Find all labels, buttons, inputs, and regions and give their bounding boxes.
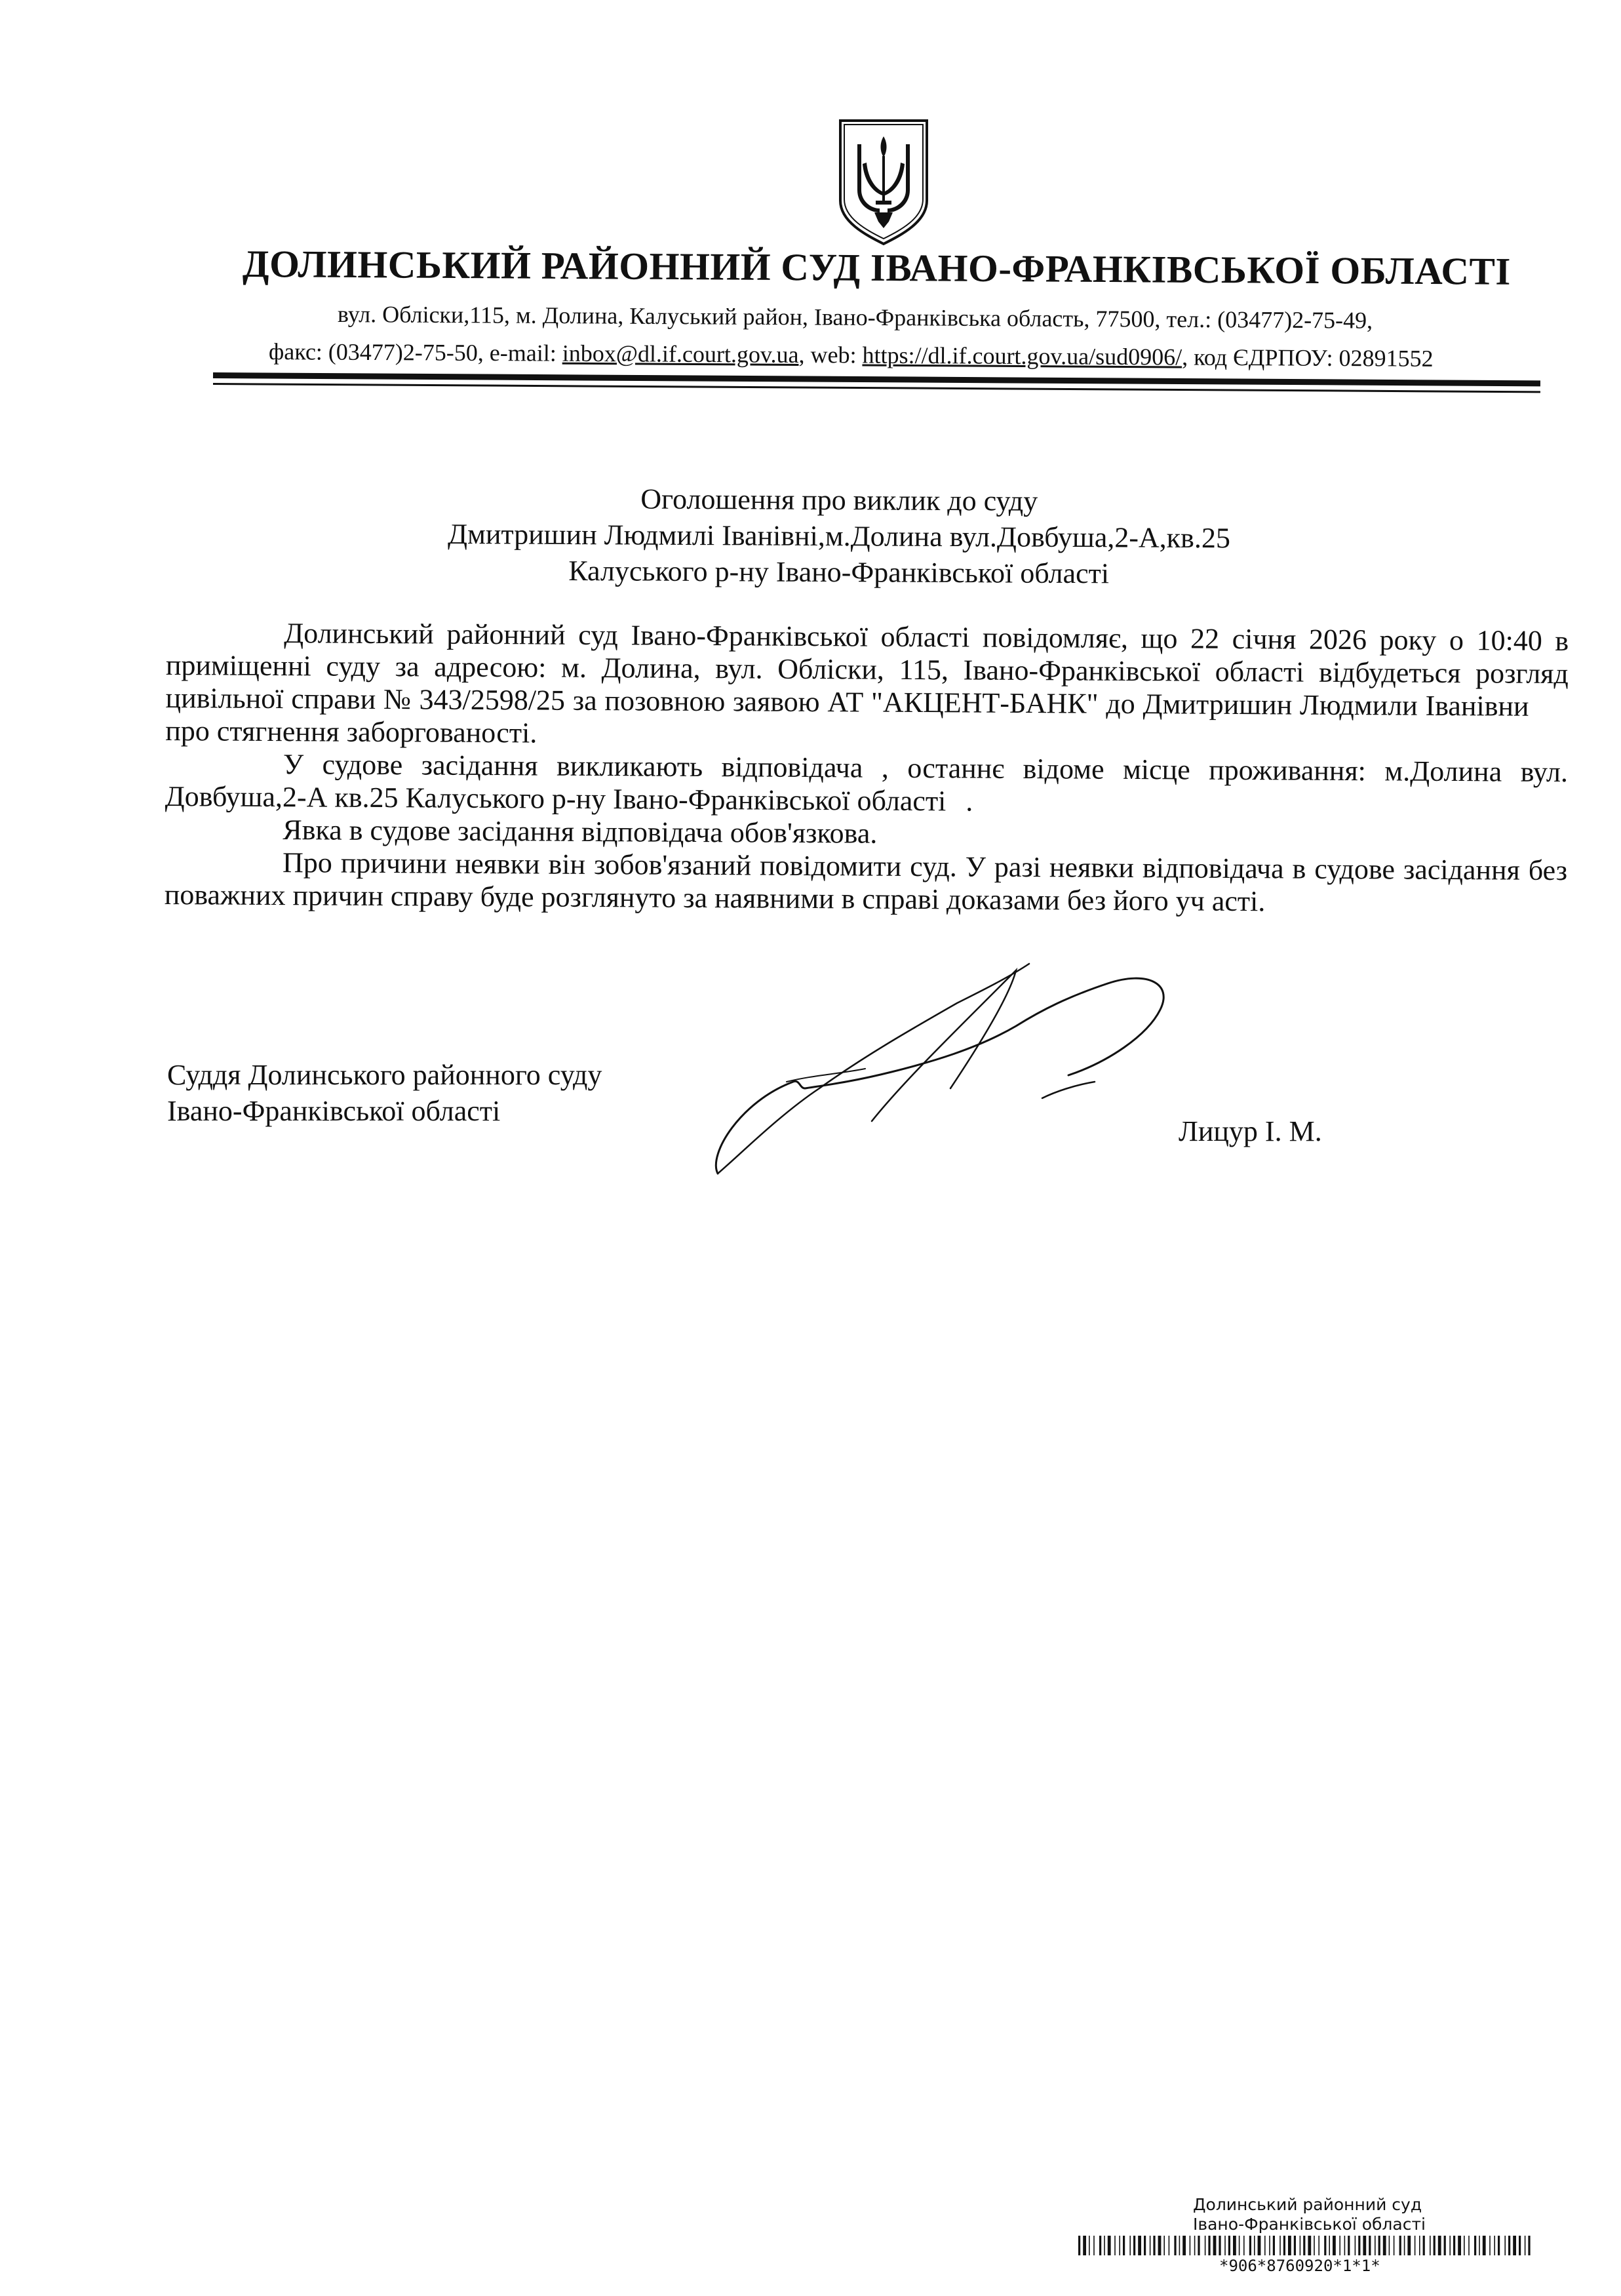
barcode-bar [1179,2236,1181,2255]
barcode-bar [1219,2236,1221,2255]
barcode-bar [1233,2236,1236,2255]
paragraph-attendance: Явка в судове засідання відповідача обов'язкова. [283,814,878,850]
barcode-bar [1243,2236,1245,2255]
barcode-bar [1419,2236,1420,2255]
barcode-bar [1383,2236,1386,2255]
barcode-bar [1423,2236,1425,2255]
barcode-bar [1093,2236,1095,2255]
announcement-region: Калуського р-ну Івано-Франківської області [568,554,1110,590]
barcode-bar [1228,2236,1230,2255]
barcode-bar [1378,2236,1380,2255]
court-address: вул. Обліски,115, м. Долина, Калуський район, Івано-Франківська область, 77500, тел.: (03477)2-75-49, [337,301,1373,334]
barcode-bar [1133,2236,1135,2255]
barcode-bar [1389,2236,1390,2255]
barcode-bar [1119,2236,1120,2255]
barcode-bar [1525,2236,1526,2255]
barcode-bar [1083,2236,1086,2255]
barcode-bar [1224,2236,1226,2255]
barcode-bar [1163,2236,1165,2255]
barcode-bar [1458,2236,1461,2255]
barcode-bar [1104,2236,1105,2255]
judge-title-line1: Суддя Долинського районного суду [167,1059,602,1091]
announcement-addressee: Дмитришин Людмилі Іванівні,м.Долина вул.Довбуша,2-А,кв.25 [447,518,1231,555]
trident-coat-of-arms-icon [836,117,931,247]
paragraph-defendant [165,747,1569,821]
barcode-bar [1434,2236,1435,2255]
barcode-bar [1114,2236,1116,2255]
barcode-bar [1300,2236,1301,2255]
barcode-bar [1479,2236,1480,2255]
barcode-bar [1358,2236,1360,2255]
paragraph-defendant-tail: . [966,785,973,818]
registration-barcode [1078,2236,1534,2255]
barcode-bar [1513,2236,1516,2255]
barcode-bar [1273,2236,1275,2255]
barcode-bar [1348,2236,1350,2255]
announcement-title: Оголошення про виклик до суду [640,483,1038,517]
registration-stamp-org [1193,2195,1426,2234]
web-label: , web: [798,341,863,368]
barcode-bar [1494,2236,1495,2255]
paragraph-hearing-tail: про стягнення заборгованості. [165,715,537,749]
barcode-bar [1150,2236,1151,2255]
barcode-bar [1324,2236,1326,2255]
barcode-bar [1190,2236,1191,2255]
barcode-bar [1123,2236,1125,2255]
barcode-bar [1099,2236,1101,2255]
stamp-org-line1: Долинський районний суд [1193,2195,1422,2214]
barcode-bar [1404,2236,1405,2255]
barcode-bar [1449,2236,1451,2255]
barcode-bar [1415,2236,1416,2255]
barcode-bar [1483,2236,1486,2255]
barcode-bar [1394,2236,1395,2255]
barcode-bar [1430,2236,1431,2255]
barcode-bar [1333,2236,1336,2255]
judge-title-line2: Івано-Франківської області [167,1095,501,1127]
barcode-bar [1213,2236,1217,2255]
barcode-bar [1194,2236,1196,2255]
barcode-bar [1108,2236,1111,2255]
barcode-bar [1294,2236,1296,2255]
barcode-bar [1519,2236,1521,2255]
barcode-bar [1528,2236,1530,2255]
announcement-heading [197,479,1482,593]
barcode-bar [1375,2236,1376,2255]
barcode-bar [1283,2236,1285,2255]
barcode-bar [1174,2236,1176,2255]
barcode-bar [1363,2236,1366,2255]
paragraph-hearing-text: Долинський районний суд Івано-Франківської області повідомляє, що 22 січня 2026 року о 10:40 в приміщенні суду за адресою: м. Долина, вул. Обліски, 115, Івано-Франківської області відбудеться розгляд цивільної справи № 343/2598/25 за позовною заявою АТ "АКЦЕНТ-БАНК" до Дмитришин Людмили Іванівни [165,617,1569,722]
barcode-bar [1508,2236,1510,2255]
barcode-bar [1314,2236,1315,2255]
barcode-bar [1339,2236,1340,2255]
barcode-bar [1089,2236,1090,2255]
barcode-bar [1138,2236,1141,2255]
barcode-bar [1153,2236,1155,2255]
barcode-bar [1498,2236,1500,2255]
barcode-bar [1344,2236,1346,2255]
barcode-bar [1318,2236,1319,2255]
barcode-bar [1504,2236,1506,2255]
barcode-bar [1269,2236,1270,2255]
barcode-bar [1249,2236,1251,2255]
barcode-bar [1254,2236,1255,2255]
paragraph-absence: Про причини неявки він зобов'язаний повідомити суд. У разі неявки відповідача в судове засідання без поважних причин справу буде розглянуто за наявними в справі доказами без його уч асті. [164,846,1568,918]
edrpou-code: , код ЄДРПОУ: 02891552 [1182,344,1434,372]
barcode-bar [1303,2236,1305,2255]
barcode-bar [1444,2236,1446,2255]
barcode-bar [1169,2236,1170,2255]
barcode-bar [1078,2236,1080,2255]
barcode-bar [1399,2236,1401,2255]
barcode-bar [1464,2236,1465,2255]
barcode-bar [1129,2236,1131,2255]
barcode-bar [1369,2236,1371,2255]
barcode-bar [1158,2236,1162,2255]
barcode-bar [1144,2236,1146,2255]
paragraph-defendant-text: У судове засідання викликають відповідача , останнє відоме місце проживання: м.Долина вул. Довбуша,2-А кв.25 Калуського р-ну Івано-Франківської області [165,748,1569,818]
barcode-bar [1198,2236,1200,2255]
barcode-bar [1329,2236,1330,2255]
barcode-bar [1407,2236,1411,2255]
stamp-org-line2: Івано-Франківської області [1193,2215,1426,2234]
barcode-bar [1474,2236,1476,2255]
barcode-bar [1182,2236,1186,2255]
court-contacts [269,338,1514,373]
barcode-bar [1279,2236,1281,2255]
barcode-bar [1205,2236,1206,2255]
barcode-bar [1489,2236,1491,2255]
announcement-body [165,616,1569,920]
fax-label: факс: (03477)2-75-50, e-mail: [268,338,562,366]
judge-title [167,1057,602,1129]
paragraph-hearing [165,616,1569,756]
barcode-bar [1308,2236,1311,2255]
website-link[interactable]: https://dl.if.court.gov.ua/sud0906/ [862,342,1182,370]
barcode-bar [1264,2236,1266,2255]
barcode-bar [1468,2236,1470,2255]
barcode-bar [1288,2236,1291,2255]
barcode-bar [1453,2236,1455,2255]
handwritten-signature [701,957,1200,1193]
email-link[interactable]: inbox@dl.if.court.gov.ua [562,340,799,368]
barcode-bar [1438,2236,1441,2255]
barcode-bar [1258,2236,1261,2255]
judge-name: Лицур І. М. [1179,1115,1322,1147]
barcode-bar [1239,2236,1240,2255]
court-name-heading: ДОЛИНСЬКИЙ РАЙОННИЙ СУД ІВАНО-ФРАНКІВСЬКОЇ ОБЛАСТІ [242,242,1512,293]
barcode-bar [1208,2236,1210,2255]
barcode-number: *906*8760920*1*1* [1219,2257,1380,2275]
barcode-bar [1355,2236,1356,2255]
